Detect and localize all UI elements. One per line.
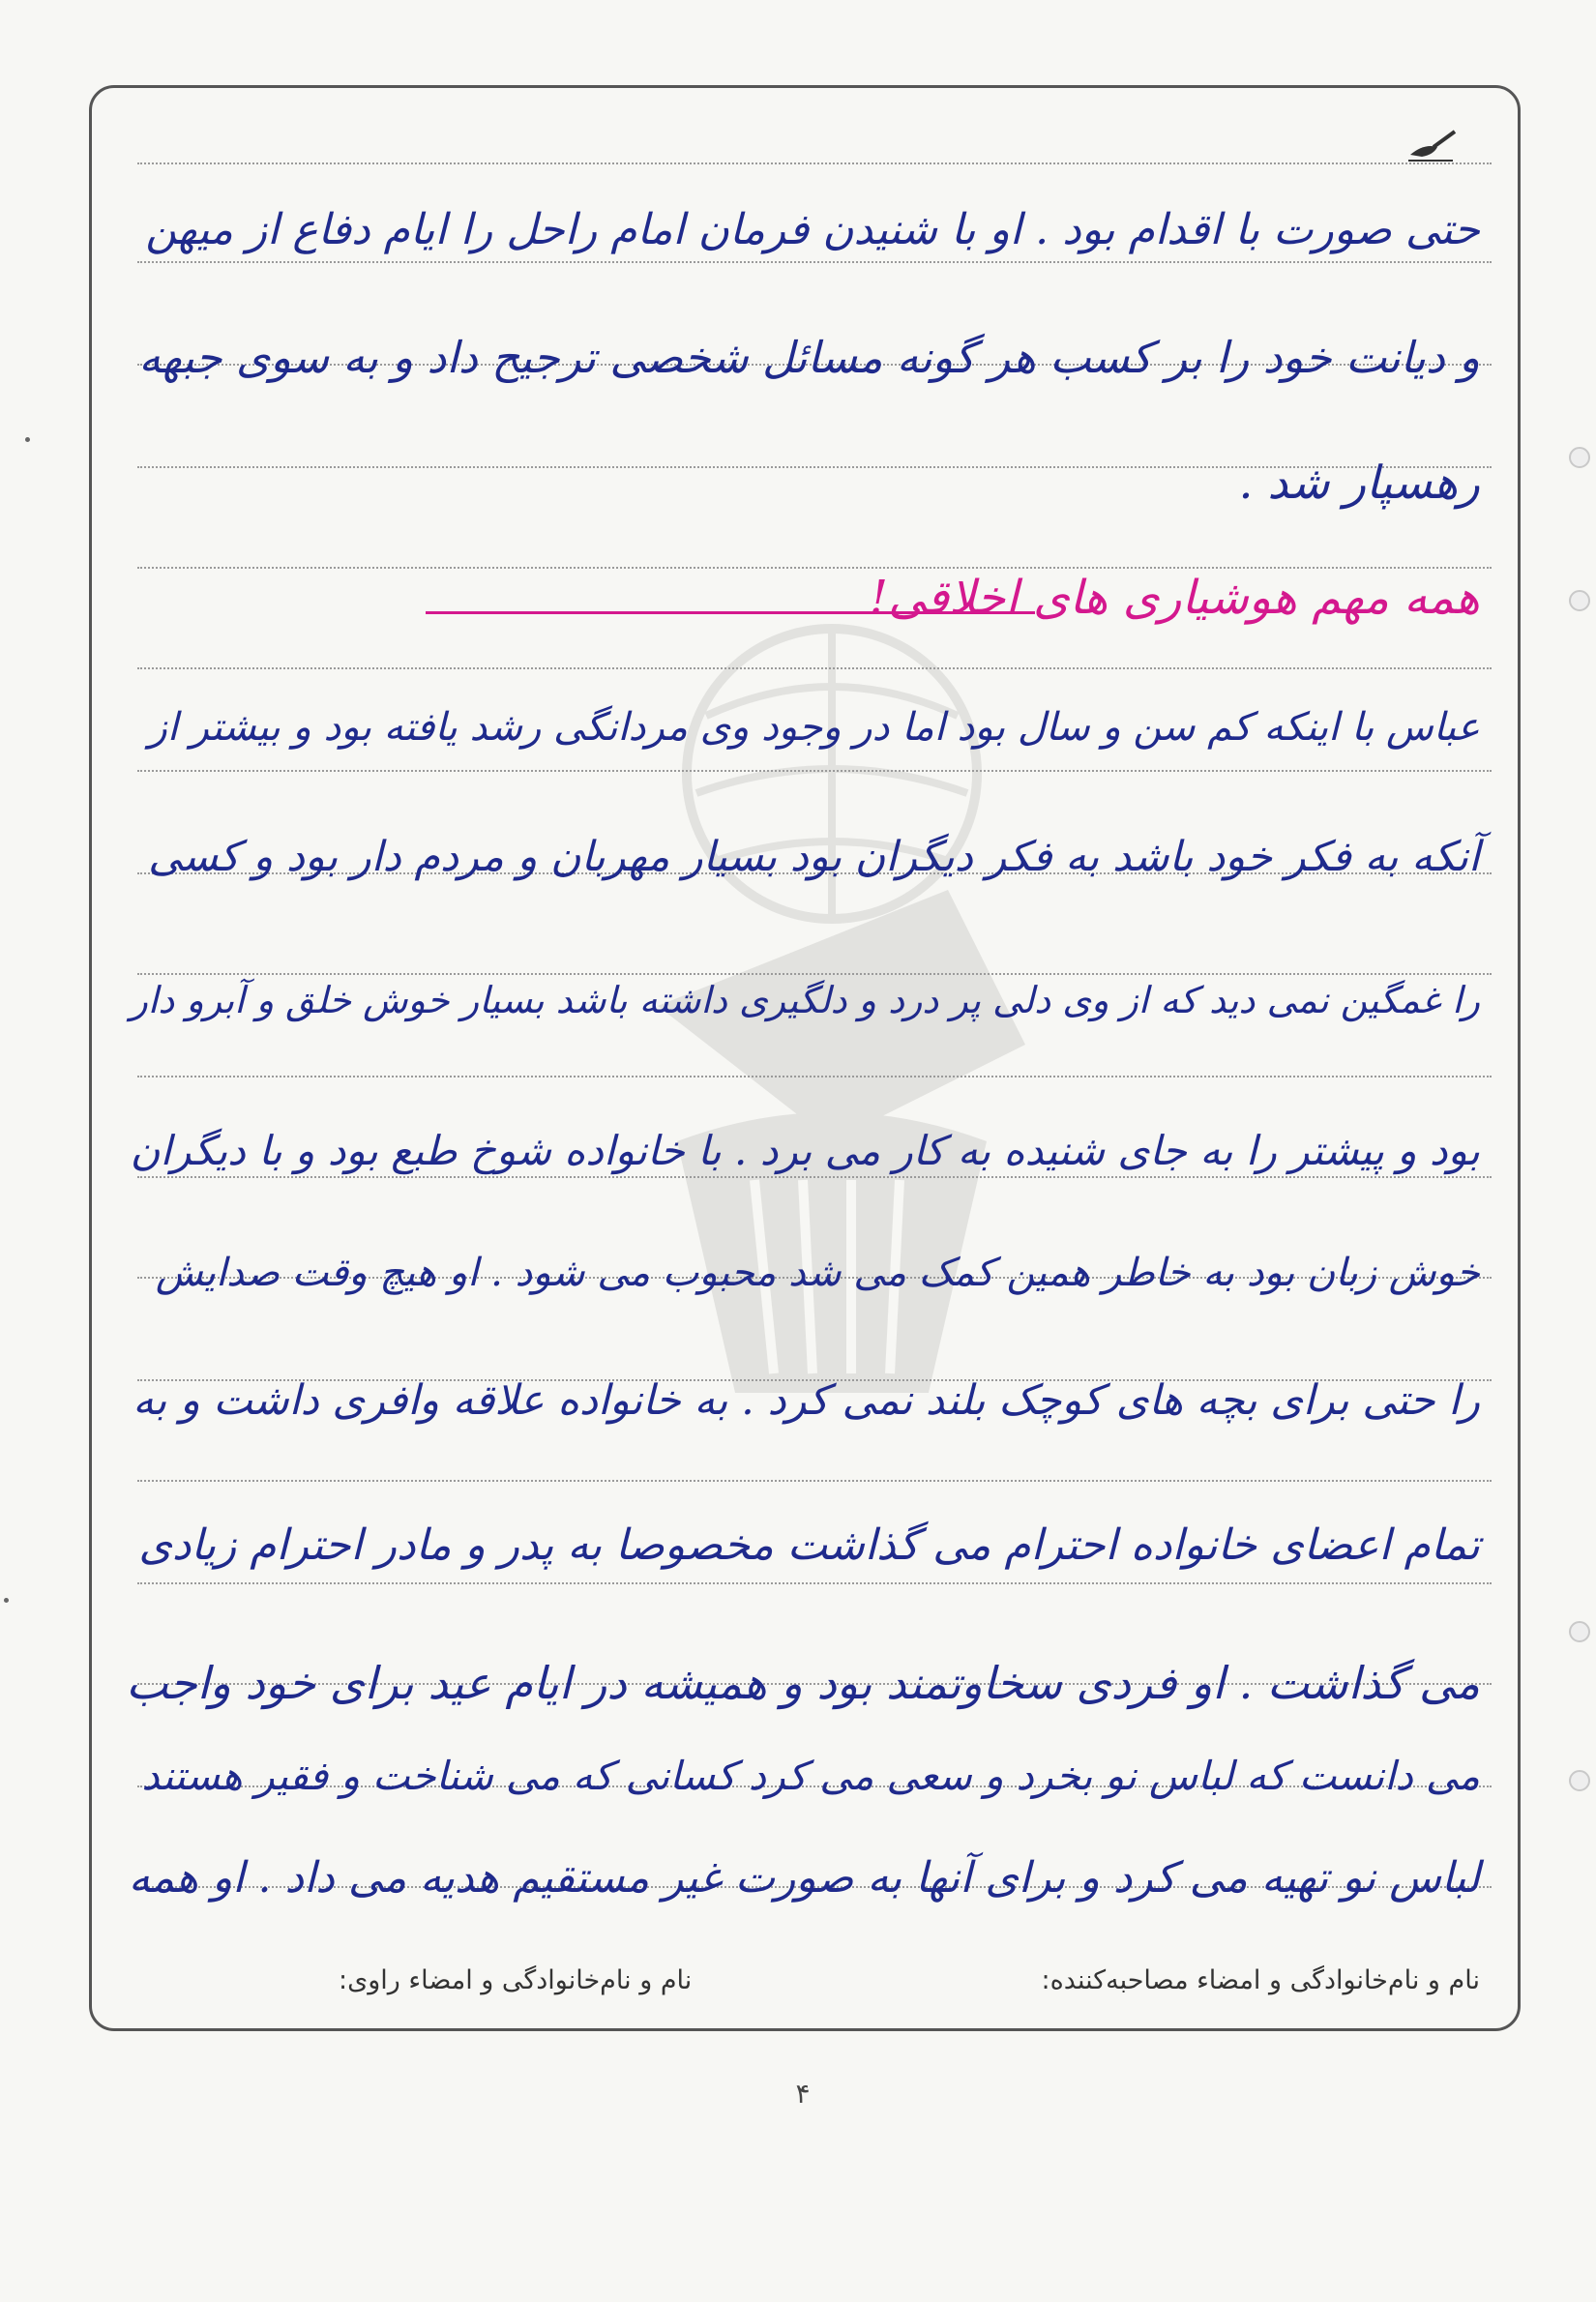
handwritten-line: می گذاشت . او فردی سخاوتمند بود و همیشه در ایام عید برای خود واجب (126, 1657, 1480, 1709)
handwritten-line: و دیانت خود را بر کسب هر گونه مسائل شخصی ترجیح داد و به سوی جبهه (138, 332, 1480, 383)
binder-hole (1569, 447, 1590, 468)
handwritten-line: تمام اعضای خانواده احترام می گذاشت مخصوصا به پدر و مادر احترام زیادی (138, 1520, 1480, 1570)
ruled-line (137, 261, 1492, 263)
section-heading: همه مهم هوشیاری های اخلاقی! (869, 571, 1480, 625)
pen-icon (1404, 126, 1459, 164)
binder-hole (1569, 1621, 1590, 1642)
ruled-line (137, 1582, 1492, 1584)
binder-hole (1569, 590, 1590, 611)
narrator-signature-label: نام و نام‌خانوادگی و امضاء راوی: (339, 1965, 693, 1995)
page-number: ۴ (795, 2078, 811, 2110)
ruled-line (137, 1480, 1492, 1482)
handwritten-line: آنکه به فکر خود باشد به فکر دیگران بود بسیار مهربان و مردم دار بود و کسی (148, 833, 1480, 881)
stray-mark (4, 1598, 9, 1603)
interviewer-signature-label: نام و نام‌خانوادگی و امضاء مصاحبه‌کننده: (1041, 1965, 1480, 1995)
handwritten-line: عباس با اینکه کم سن و سال بود اما در وجود وی مردانگی رشد یافته بود و بیشتر از (148, 705, 1480, 750)
handwritten-line: بود و پیشتر را به جای شنیده به کار می برد . با خانواده شوخ طبع بود و با دیگران (130, 1127, 1480, 1174)
handwritten-line: را حتی برای بچه های کوچک بلند نمی کرد . به خانواده علاقه وافری داشت و به (133, 1376, 1480, 1425)
binder-hole (1569, 1770, 1590, 1791)
handwritten-line: خوش زبان بود به خاطر همین کمک می شد محبوب می شود . او هیچ وقت صدایش (155, 1251, 1480, 1295)
handwritten-line: رهسپار شد . (1238, 457, 1480, 510)
stray-mark (25, 437, 30, 442)
ruled-line (137, 667, 1492, 669)
handwritten-line: می دانست که لباس نو بخرد و سعی می کرد کسانی که می شناخت و فقیر هستند (141, 1753, 1480, 1799)
handwritten-line: را غمگین نمی دید که از وی دلی پر درد و دلگیری داشته باشد بسیار خوش خلق و آبرو دار (130, 979, 1480, 1021)
ruled-line (137, 1076, 1492, 1077)
handwritten-line: لباس نو تهیه می کرد و برای آنها به صورت غیر مستقیم هدیه می داد . او همه (128, 1853, 1480, 1903)
ruled-line (137, 770, 1492, 772)
ruled-line (137, 567, 1492, 569)
handwritten-line: حتی صورت با اقدام بود . او با شنیدن فرمان امام راحل را ایام دفاع از میهن (145, 205, 1480, 254)
ruled-line (137, 162, 1492, 164)
